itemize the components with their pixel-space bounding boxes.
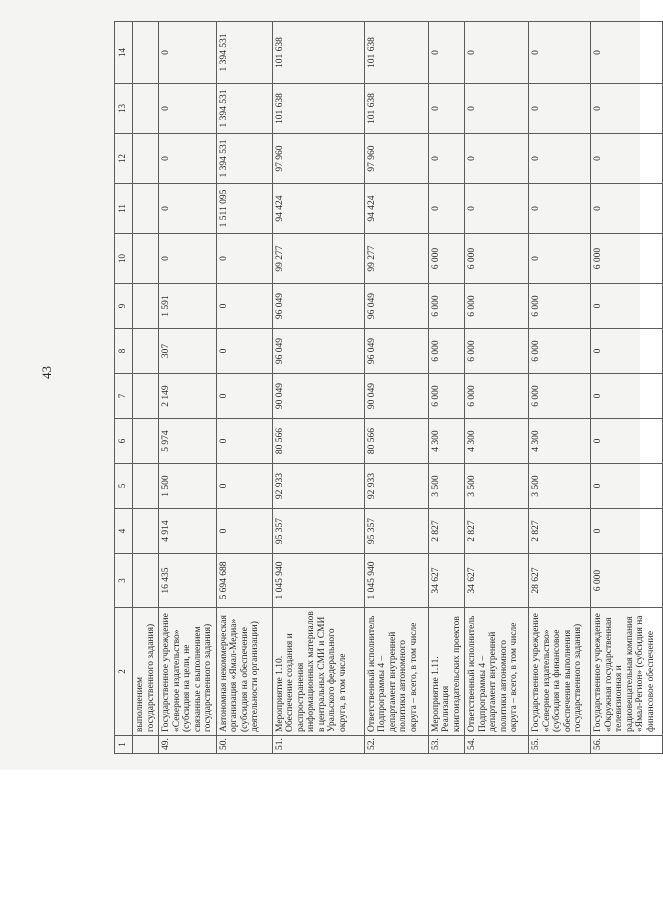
value-cell: 0 (591, 84, 663, 134)
value-cell: 34 627 (428, 554, 465, 608)
value-cell (133, 234, 159, 284)
value-cell: 5 974 (159, 419, 217, 464)
value-cell: 0 (529, 234, 591, 284)
col-header: 3 (115, 554, 133, 608)
value-cell (133, 284, 159, 329)
value-cell: 0 (216, 284, 272, 329)
value-cell: 1 394 531 (216, 84, 272, 134)
row-number: 55. (529, 736, 591, 754)
col-header: 14 (115, 22, 133, 84)
col-header: 5 (115, 464, 133, 509)
value-cell: 0 (529, 84, 591, 134)
row-number: 49. (159, 736, 217, 754)
budget-table (114, 21, 663, 754)
value-cell: 94 424 (364, 184, 428, 234)
table-row (364, 22, 428, 754)
value-cell: 0 (216, 419, 272, 464)
value-cell: 97 960 (364, 134, 428, 184)
value-cell (133, 509, 159, 554)
value-cell: 0 (591, 509, 663, 554)
value-cell: 0 (159, 84, 217, 134)
value-cell: 80 566 (272, 419, 364, 464)
value-cell: 2 827 (428, 509, 465, 554)
value-cell: 0 (216, 234, 272, 284)
rotated-table-container (114, 22, 656, 754)
value-cell: 90 049 (364, 374, 428, 419)
value-cell: 6 000 (465, 284, 529, 329)
value-cell: 0 (159, 234, 217, 284)
value-cell (133, 134, 159, 184)
value-cell: 0 (529, 134, 591, 184)
value-cell: 6 000 (428, 374, 465, 419)
row-number (133, 736, 159, 754)
value-cell: 6 000 (465, 329, 529, 374)
value-cell: 0 (216, 374, 272, 419)
value-cell: 0 (159, 184, 217, 234)
value-cell: 0 (216, 464, 272, 509)
value-cell (133, 554, 159, 608)
value-cell: 92 933 (364, 464, 428, 509)
value-cell: 96 049 (364, 329, 428, 374)
value-cell: 6 000 (591, 554, 663, 608)
value-cell: 95 357 (364, 509, 428, 554)
col-header: 1 (115, 736, 133, 754)
value-cell: 1 045 940 (272, 554, 364, 608)
value-cell: 6 000 (428, 234, 465, 284)
value-cell: 0 (591, 134, 663, 184)
value-cell: 0 (428, 134, 465, 184)
table-row (159, 22, 217, 754)
value-cell: 6 000 (529, 284, 591, 329)
value-cell: 28 627 (529, 554, 591, 608)
value-cell: 0 (591, 329, 663, 374)
value-cell: 0 (591, 184, 663, 234)
table-row (133, 22, 159, 754)
row-number: 51. (272, 736, 364, 754)
value-cell: 1 394 531 (216, 134, 272, 184)
value-cell: 0 (591, 284, 663, 329)
value-cell: 0 (591, 464, 663, 509)
value-cell: 16 435 (159, 554, 217, 608)
page-number: 43 (39, 366, 54, 379)
value-cell: 6 000 (428, 329, 465, 374)
row-name: Государственное учреждение «Северное издательство» (субсидия на финансовое обеспечение выполнения государственного задания) (529, 608, 591, 736)
col-header: 7 (115, 374, 133, 419)
value-cell: 1 591 (159, 284, 217, 329)
row-number: 50. (216, 736, 272, 754)
value-cell: 2 827 (465, 509, 529, 554)
value-cell: 95 357 (272, 509, 364, 554)
value-cell: 99 277 (364, 234, 428, 284)
row-name: Ответственный исполнитель Подпрограммы 4 – департамент внутренней политики автономного округа – всего, в том числе (364, 608, 428, 736)
value-cell: 6 000 (529, 329, 591, 374)
value-cell: 96 049 (272, 284, 364, 329)
table-row (529, 22, 591, 754)
col-header: 9 (115, 284, 133, 329)
table-row (428, 22, 465, 754)
value-cell: 3 500 (529, 464, 591, 509)
col-header: 12 (115, 134, 133, 184)
row-number: 53. (428, 736, 465, 754)
value-cell: 4 300 (428, 419, 465, 464)
value-cell: 4 914 (159, 509, 217, 554)
value-cell (133, 464, 159, 509)
value-cell: 94 424 (272, 184, 364, 234)
value-cell: 0 (216, 329, 272, 374)
value-cell: 0 (465, 184, 529, 234)
row-name: Государственное учреждение «Северное издательство» (субсидия на цели, не связанные с выполнением государственного задания) (159, 608, 217, 736)
value-cell: 5 694 688 (216, 554, 272, 608)
col-header: 8 (115, 329, 133, 374)
header-row (115, 22, 133, 754)
value-cell: 0 (591, 374, 663, 419)
value-cell: 6 000 (465, 234, 529, 284)
row-number: 54. (465, 736, 529, 754)
value-cell: 0 (428, 22, 465, 84)
value-cell: 3 500 (428, 464, 465, 509)
value-cell: 0 (591, 22, 663, 84)
value-cell: 101 638 (364, 84, 428, 134)
value-cell (133, 329, 159, 374)
table-row (465, 22, 529, 754)
row-number: 52. (364, 736, 428, 754)
value-cell: 96 049 (364, 284, 428, 329)
value-cell: 307 (159, 329, 217, 374)
col-header: 4 (115, 509, 133, 554)
value-cell: 0 (529, 22, 591, 84)
value-cell: 0 (529, 184, 591, 234)
value-cell: 92 933 (272, 464, 364, 509)
value-cell: 0 (428, 84, 465, 134)
row-name: Государственное учреждение «Окружная государственная телевизионная и радиовещательная компания «Ямал-Регион» (субсидия на финансовое обеспечение (591, 608, 663, 736)
value-cell: 0 (159, 22, 217, 84)
row-name: Мероприятие 1.11. Реализация книгоиздательских проектов (428, 608, 465, 736)
value-cell: 0 (428, 184, 465, 234)
value-cell: 101 638 (272, 22, 364, 84)
value-cell: 6 000 (428, 284, 465, 329)
row-name: Мероприятие 1.10. Обеспечение создания и распространения информационных материалов в центральных СМИ и СМИ Уральского федерального округа, в том числе (272, 608, 364, 736)
value-cell (133, 374, 159, 419)
value-cell: 3 500 (465, 464, 529, 509)
value-cell: 6 000 (529, 374, 591, 419)
value-cell: 0 (465, 84, 529, 134)
value-cell: 1 045 940 (364, 554, 428, 608)
value-cell: 34 627 (465, 554, 529, 608)
table-row (216, 22, 272, 754)
value-cell (133, 84, 159, 134)
value-cell: 2 827 (529, 509, 591, 554)
col-header: 11 (115, 184, 133, 234)
value-cell: 0 (216, 509, 272, 554)
value-cell: 97 960 (272, 134, 364, 184)
value-cell: 0 (159, 134, 217, 184)
value-cell: 101 638 (272, 84, 364, 134)
value-cell: 6 000 (591, 234, 663, 284)
row-number: 56. (591, 736, 663, 754)
value-cell: 1 394 531 (216, 22, 272, 84)
table-row (272, 22, 364, 754)
value-cell: 0 (591, 419, 663, 464)
row-name: Автономная некоммерческая организация «Ямал-Медиа» (субсидия на обеспечение деятельности организации) (216, 608, 272, 736)
col-header: 13 (115, 84, 133, 134)
col-header: 10 (115, 234, 133, 284)
value-cell (133, 419, 159, 464)
value-cell: 2 149 (159, 374, 217, 419)
value-cell (133, 184, 159, 234)
value-cell: 1 500 (159, 464, 217, 509)
value-cell: 96 049 (272, 329, 364, 374)
value-cell: 80 566 (364, 419, 428, 464)
value-cell: 101 638 (364, 22, 428, 84)
value-cell: 4 300 (529, 419, 591, 464)
value-cell: 0 (465, 22, 529, 84)
value-cell: 1 511 095 (216, 184, 272, 234)
col-header: 6 (115, 419, 133, 464)
value-cell: 90 049 (272, 374, 364, 419)
value-cell (133, 22, 159, 84)
table-row (591, 22, 663, 754)
value-cell: 6 000 (465, 374, 529, 419)
row-name: Ответственный исполнитель Подпрограммы 4 – департамент внутренней политики автономного округа – всего, в том числе (465, 608, 529, 736)
col-header: 2 (115, 608, 133, 736)
row-name: выполнением государственного задания) (133, 608, 159, 736)
value-cell: 99 277 (272, 234, 364, 284)
value-cell: 4 300 (465, 419, 529, 464)
value-cell: 0 (465, 134, 529, 184)
